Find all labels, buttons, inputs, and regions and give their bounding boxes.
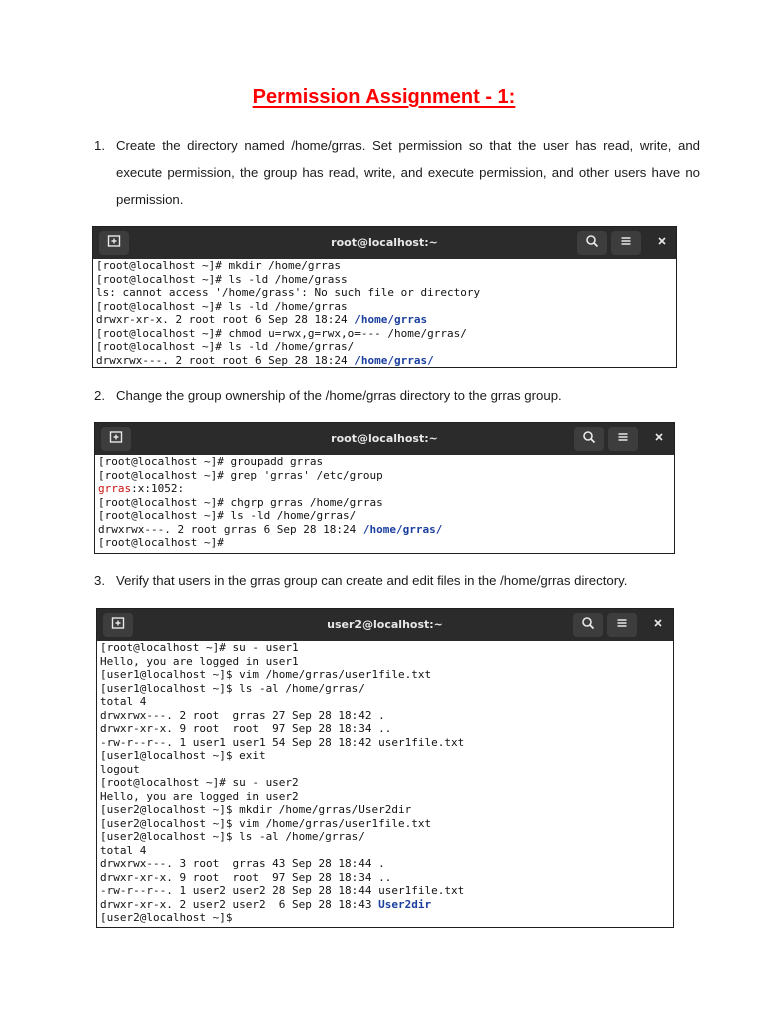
close-icon bbox=[653, 430, 665, 448]
terminal-line-text: drwxr-xr-x. 9 root root 97 Sep 28 18:34 .. bbox=[100, 722, 392, 735]
terminal-line bbox=[100, 857, 673, 871]
terminal-line-text: [root@localhost ~]# ls -ld /home/grras bbox=[96, 299, 348, 313]
terminal-line bbox=[100, 641, 673, 655]
terminal-line bbox=[100, 776, 673, 790]
terminal-line-text: [root@localhost ~]# chgrp grras /home/grras bbox=[98, 495, 383, 509]
terminal-line-text: [root@localhost ~]# mkdir /home/grras bbox=[96, 259, 342, 272]
terminal-line-text: [root@localhost ~]# bbox=[98, 536, 224, 549]
close-button[interactable] bbox=[647, 231, 677, 255]
directory-name: /home/grras bbox=[354, 313, 428, 326]
terminal-line-text: [root@localhost ~]# su - user2 bbox=[100, 776, 299, 789]
menu-button[interactable] bbox=[607, 613, 637, 637]
terminal-line-text: [user1@localhost ~]$ vim /home/grras/user1file.txt bbox=[100, 668, 432, 681]
terminal-line bbox=[100, 722, 673, 736]
directory-name: User2dir bbox=[378, 897, 432, 911]
terminal-line bbox=[100, 763, 673, 777]
terminal-window bbox=[94, 422, 675, 554]
close-icon bbox=[656, 234, 668, 252]
hamburger-menu-icon bbox=[615, 616, 629, 635]
directory-name: /home/grras/ bbox=[354, 353, 434, 367]
terminal-line bbox=[100, 911, 673, 925]
hamburger-menu-icon bbox=[619, 234, 633, 253]
terminal-line-text: [user1@localhost ~]$ exit bbox=[100, 749, 266, 762]
search-icon bbox=[585, 234, 599, 253]
terminal-line-text: [root@localhost ~]# groupadd grras bbox=[98, 455, 324, 468]
terminal-line-text: :x:1052: bbox=[131, 482, 185, 495]
terminal-line-text: [user2@localhost ~]$ mkdir /home/grras/User2dir bbox=[100, 803, 412, 816]
terminal-window bbox=[92, 226, 677, 368]
terminal-line bbox=[98, 496, 674, 510]
terminal-line bbox=[100, 817, 673, 831]
terminal-line-text: [root@localhost ~]# ls -ld /home/grras/ bbox=[98, 509, 357, 522]
terminal-line bbox=[96, 259, 676, 273]
terminal-line-text: -rw-r--r--. 1 user2 user2 28 Sep 28 18:44 user1file.txt bbox=[100, 884, 465, 897]
terminal-output bbox=[93, 259, 676, 367]
terminal-line-text: drwxr-xr-x. 2 root root 6 Sep 28 18:24 bbox=[96, 313, 355, 326]
hamburger-menu-icon bbox=[616, 430, 630, 449]
terminal-titlebar bbox=[95, 423, 674, 455]
terminal-line-text: drwxr-xr-x. 9 root root 97 Sep 28 18:34 .. bbox=[100, 870, 392, 884]
terminal-line bbox=[100, 695, 673, 709]
terminal-line bbox=[100, 668, 673, 682]
terminal-line-text: [user2@localhost ~]$ ls -al /home/grras/ bbox=[100, 830, 365, 843]
terminal-line bbox=[96, 286, 676, 300]
terminal-line-text: drwxrwx---. 3 root grras 43 Sep 28 18:44 . bbox=[100, 857, 385, 870]
directory-name: /home/grras/ bbox=[362, 522, 443, 536]
terminal-line-text: ls: cannot access '/home/grass': No such file or directory bbox=[96, 286, 481, 299]
question-text: Verify that users in the grras group can create and edit files in the /home/grras directory. bbox=[116, 573, 628, 588]
question-number: 3. bbox=[94, 573, 105, 588]
terminal-line bbox=[100, 884, 673, 898]
terminal-line-text: drwxrwx---. 2 root root 6 Sep 28 18:24 bbox=[96, 353, 355, 367]
terminal-line bbox=[98, 509, 674, 523]
highlighted-group-name: grras bbox=[98, 482, 132, 495]
terminal-line bbox=[100, 709, 673, 723]
document-title: Permission Assignment - 1: bbox=[252, 86, 516, 108]
terminal-line bbox=[98, 455, 674, 469]
terminal-line-text: Hello, you are logged in user2 bbox=[100, 789, 299, 803]
close-icon bbox=[652, 616, 664, 634]
search-button[interactable] bbox=[577, 231, 607, 255]
terminal-line bbox=[96, 273, 676, 287]
terminal-line-text: [root@localhost ~]# chmod u=rwx,g=rwx,o=--- /home/grras/ bbox=[96, 326, 467, 340]
terminal-line-text: [root@localhost ~]# ls -ld /home/grras/ bbox=[96, 340, 355, 353]
terminal-title: root@localhost:~ bbox=[331, 236, 438, 249]
terminal-line-text: drwxr-xr-x. 2 user2 user2 6 Sep 28 18:43 bbox=[100, 897, 379, 911]
terminal-line-text: total 4 bbox=[100, 695, 147, 708]
terminal-title: root@localhost:~ bbox=[331, 432, 438, 445]
terminal-line bbox=[100, 790, 673, 804]
question-number: 2. bbox=[94, 388, 105, 403]
terminal-titlebar bbox=[97, 609, 673, 641]
terminal-line bbox=[100, 844, 673, 858]
close-button[interactable] bbox=[644, 427, 674, 451]
terminal-line bbox=[100, 803, 673, 817]
terminal-line bbox=[96, 340, 676, 354]
terminal-line bbox=[96, 327, 676, 341]
terminal-line-text: drwxrwx---. 2 root grras 27 Sep 28 18:42 . bbox=[100, 708, 385, 722]
terminal-line bbox=[98, 482, 674, 496]
terminal-window bbox=[96, 608, 674, 928]
terminal-line-text: [root@localhost ~]# su - user1 bbox=[100, 641, 299, 654]
terminal-line-text: [user1@localhost ~]$ ls -al /home/grras/ bbox=[100, 681, 365, 695]
terminal-line bbox=[96, 354, 676, 368]
terminal-line-text: total 4 bbox=[100, 843, 147, 857]
menu-button[interactable] bbox=[608, 427, 638, 451]
terminal-line-text: logout bbox=[100, 762, 140, 776]
terminal-titlebar bbox=[93, 227, 676, 259]
terminal-line bbox=[98, 536, 674, 550]
question-1 bbox=[94, 132, 700, 213]
search-icon bbox=[582, 430, 596, 449]
question-text: Create the directory named /home/grras. Set permission so that the user has read, write, and execute permission, the group has read, write, and execute permission, and other users have no permission. bbox=[116, 138, 700, 207]
terminal-line-text: [root@localhost ~]# ls -ld /home/grass bbox=[96, 272, 348, 286]
search-icon bbox=[581, 616, 595, 635]
question-3 bbox=[94, 567, 700, 594]
question-number: 1. bbox=[94, 138, 105, 153]
terminal-line-text: -rw-r--r--. 1 user1 user1 54 Sep 28 18:42 user1file.txt bbox=[100, 735, 465, 749]
terminal-line-text: [root@localhost ~]# grep 'grras' /etc/group bbox=[98, 468, 383, 482]
terminal-line bbox=[100, 682, 673, 696]
terminal-line bbox=[100, 871, 673, 885]
terminal-line bbox=[98, 469, 674, 483]
terminal-line bbox=[96, 313, 676, 327]
terminal-line-text: [user2@localhost ~]$ vim /home/grras/user1file.txt bbox=[100, 816, 432, 830]
terminal-line bbox=[96, 300, 676, 314]
terminal-line bbox=[100, 749, 673, 763]
close-button[interactable] bbox=[643, 613, 673, 637]
terminal-output bbox=[95, 455, 674, 550]
terminal-output bbox=[97, 641, 673, 925]
terminal-line-text: [user2@localhost ~]$ bbox=[100, 911, 233, 924]
search-button[interactable] bbox=[574, 427, 604, 451]
terminal-line bbox=[100, 830, 673, 844]
terminal-title: user2@localhost:~ bbox=[327, 618, 443, 631]
terminal-line bbox=[100, 898, 673, 912]
search-button[interactable] bbox=[573, 613, 603, 637]
terminal-line bbox=[98, 523, 674, 537]
terminal-line-text: drwxrwx---. 2 root grras 6 Sep 28 18:24 bbox=[98, 522, 363, 536]
question-text: Change the group ownership of the /home/grras directory to the grras group. bbox=[116, 388, 562, 403]
terminal-line-text: Hello, you are logged in user1 bbox=[100, 654, 299, 668]
menu-button[interactable] bbox=[611, 231, 641, 255]
terminal-line bbox=[100, 736, 673, 750]
question-2 bbox=[94, 382, 700, 409]
terminal-line bbox=[100, 655, 673, 669]
